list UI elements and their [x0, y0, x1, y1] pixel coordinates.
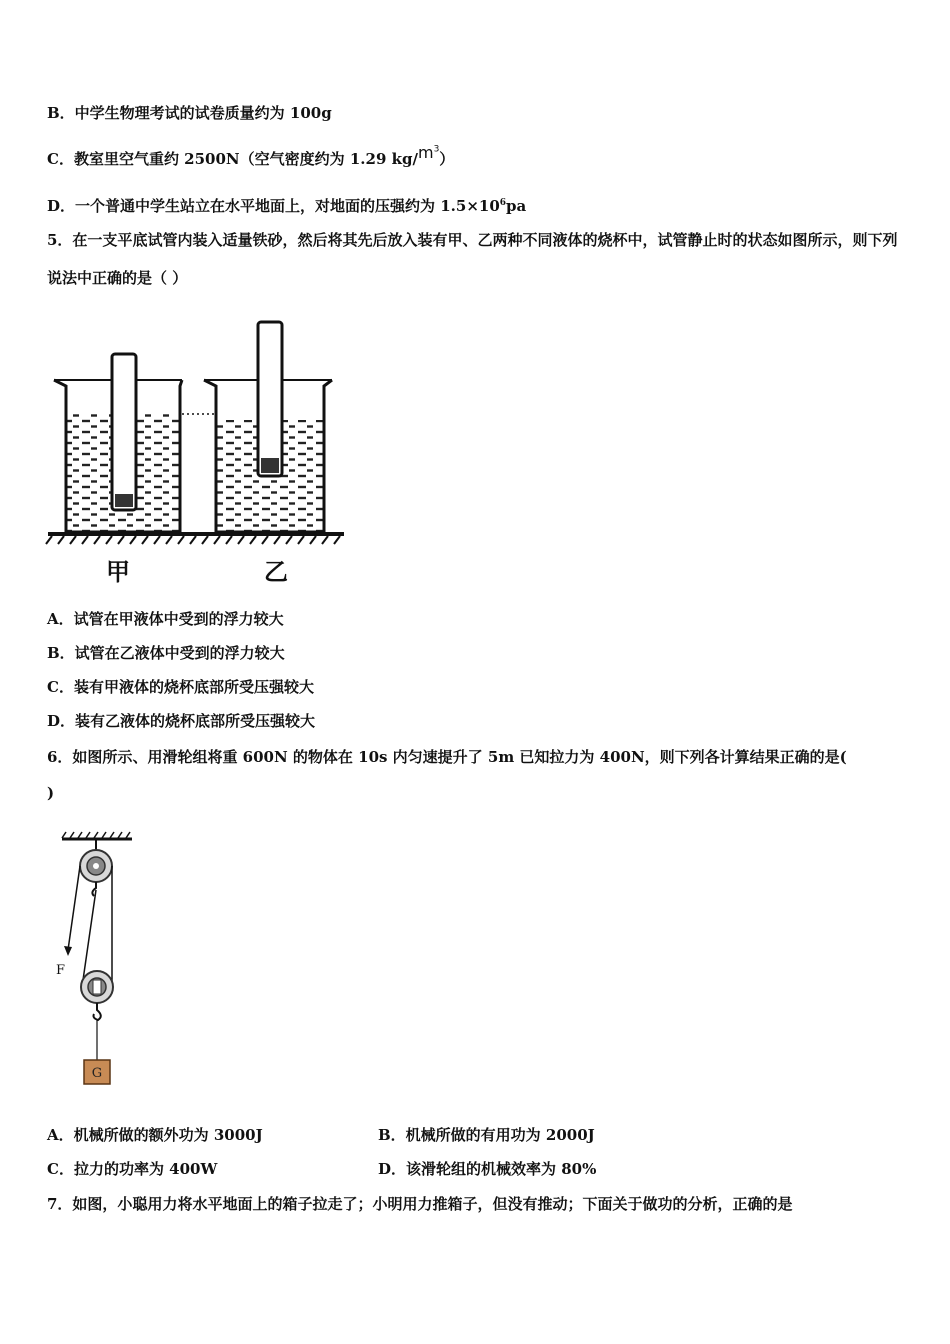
q4-option-d: D．一个普通中学生站立在水平地面上，对地面的压强约为 $1.5\times 10^6pa$: [47, 197, 527, 215]
q6-stem-line2: ): [47, 784, 55, 802]
q4-option-b: B．中学生物理考试的试卷质量约为 100g: [47, 104, 332, 122]
q5-option-c: C．装有甲液体的烧杯底部所受压强较大: [47, 678, 314, 696]
q4-option-c-close: ）: [439, 150, 455, 168]
q7-stem: 7．如图，小聪用力将水平地面上的箱子拉走了；小明用力推箱子，但没有推动；下面关于做功的分析，正确的是: [47, 1195, 793, 1213]
beaker-jia: [54, 354, 182, 532]
q6-option-d: D．该滑轮组的机械效率为 80%: [378, 1160, 597, 1178]
q5-stem: 5．在一支平底试管内装入适量铁砂，然后将其先后放入装有甲、乙两种不同液体的烧杯中，试管静止时的状态如图所示，则下列说法中正确的是（ ）: [47, 231, 898, 287]
q6-option-a: A．机械所做的额外功为 3000J: [47, 1126, 263, 1144]
q5-option-b: B．试管在乙液体中受到的浮力较大: [47, 644, 285, 662]
q6-option-b: B．机械所做的有用功为 2000J: [378, 1126, 595, 1144]
q5-option-a: A．试管在甲液体中受到的浮力较大: [47, 610, 284, 628]
q4-option-c-text: C．教室里空气重约 2500N（空气密度约为 1.29 kg/: [47, 150, 418, 168]
label-jia: 甲: [106, 558, 130, 586]
q5-beaker-figure: [44, 318, 349, 590]
q4-option-c-unit: $m^3$: [417, 143, 440, 162]
label-yi: 乙: [264, 558, 288, 586]
q6-option-c: C．拉力的功率为 400W: [47, 1160, 218, 1178]
q6-stem-line1: 6．如图所示、用滑轮组将重 600N 的物体在 10s 内匀速提升了 5m 已知拉力为 400N，则下列各计算结果正确的是(: [47, 748, 847, 766]
q4-option-c: [47, 143, 455, 169]
q6-pulley-figure: [52, 830, 142, 1090]
beaker-yi: [204, 322, 332, 532]
q5-option-d: D．装有乙液体的烧杯底部所受压强较大: [47, 712, 316, 730]
weight-label: G: [91, 1066, 103, 1081]
force-label: F: [56, 963, 66, 978]
